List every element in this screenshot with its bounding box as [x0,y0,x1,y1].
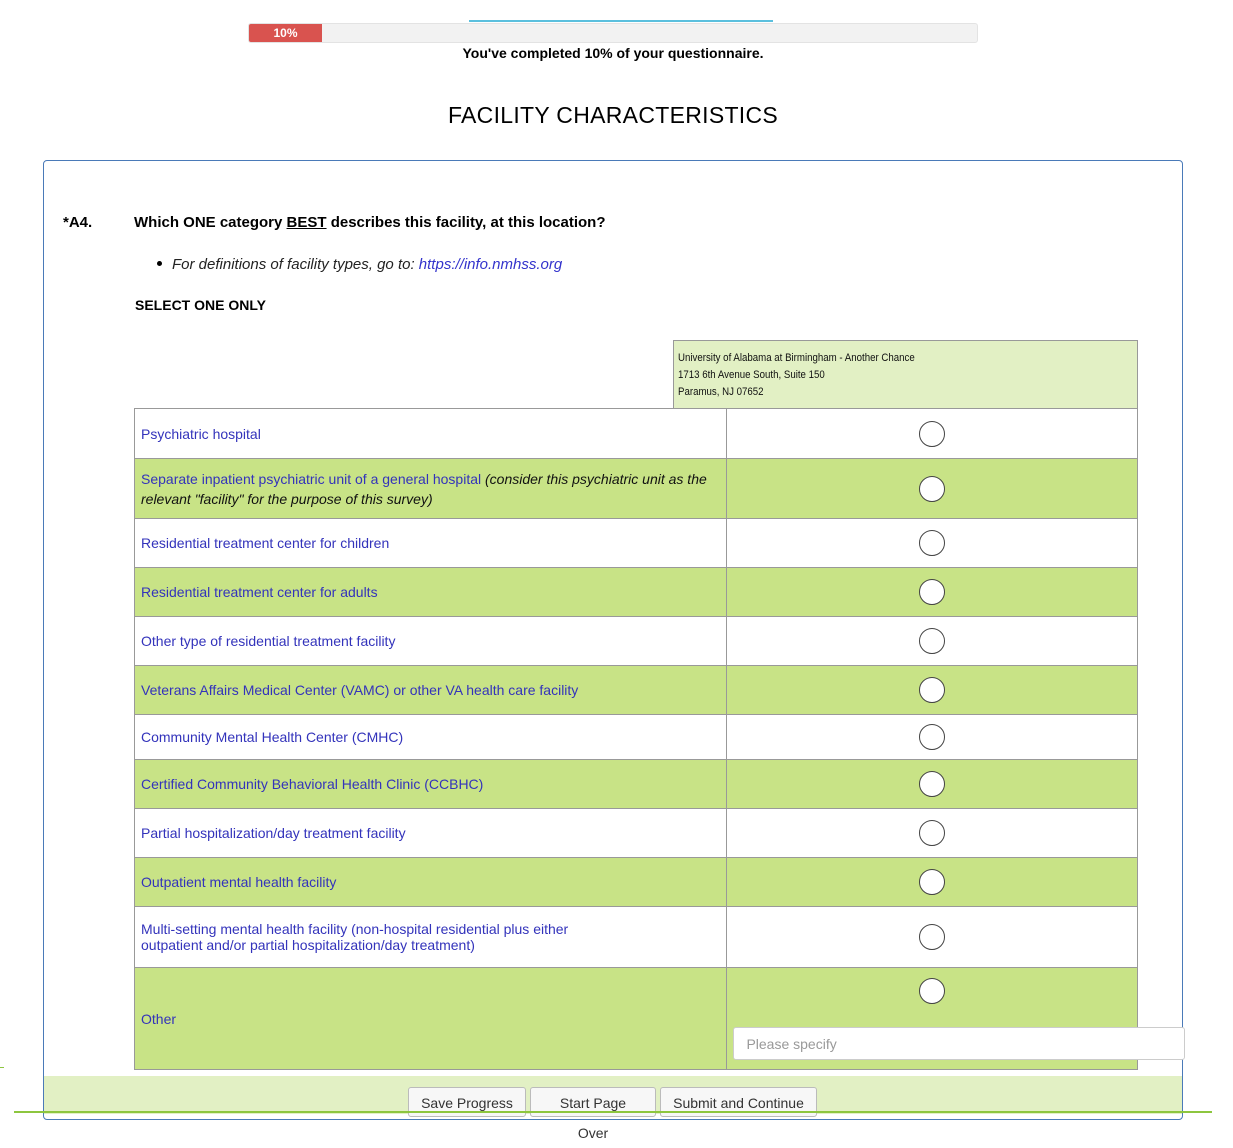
option-row-outpatient [135,858,1138,907]
radio-ccbhc[interactable] [919,771,945,797]
radio-inpatient-unit[interactable] [919,476,945,502]
facility-street: 1713 6th Avenue South, Suite 150 [678,369,825,381]
radio-other-residential[interactable] [919,628,945,654]
option-row-multi-setting [135,907,1138,968]
progress-top-accent [469,20,773,22]
radio-psychiatric-hospital[interactable] [919,421,945,447]
left-edge-mark [0,1067,4,1068]
option-row-other [135,968,1138,1070]
radio-other[interactable] [919,978,945,1004]
definitions-text: For definitions of facility types, go to: [172,256,419,273]
progress-bar [248,23,978,43]
question-text-post: describes this facility, at this location? [326,214,606,231]
option-label[interactable]: Outpatient mental health facility [135,858,727,907]
bottom-divider [14,1111,1212,1113]
start-page-over-button[interactable]: Start Page Over [530,1087,656,1117]
option-row-partial-hospitalization [135,809,1138,858]
facility-name: University of Alabama at Birmingham - Another Chance [678,352,915,364]
radio-cmhc[interactable] [919,724,945,750]
radio-residential-children[interactable] [919,530,945,556]
option-row-cmhc [135,715,1138,760]
radio-partial-hospitalization[interactable] [919,820,945,846]
option-row-psychiatric-hospital [135,409,1138,459]
definitions-note [157,256,562,273]
option-label[interactable]: Community Mental Health Center (CMHC) [135,715,727,760]
page-title: FACILITY CHARACTERISTICS [447,102,779,128]
option-label[interactable]: Residential treatment center for adults [135,568,727,617]
bullet-icon [157,261,162,266]
question-number: *A4. [63,214,93,231]
option-row-inpatient-unit [135,459,1138,519]
options-table [134,408,1138,1070]
facility-city: Paramus, NJ 07652 [678,386,764,398]
other-specify-input[interactable] [733,1027,1185,1060]
option-row-residential-adults [135,568,1138,617]
radio-residential-adults[interactable] [919,579,945,605]
save-progress-button[interactable]: Save Progress [408,1087,526,1117]
option-row-vamc [135,666,1138,715]
definitions-link[interactable]: https://info.nmhss.org [418,256,563,273]
option-label[interactable]: Partial hospitalization/day treatment facility [135,809,727,858]
radio-outpatient[interactable] [919,869,945,895]
facility-address-header [673,340,1138,409]
option-label-text[interactable]: Separate inpatient psychiatric unit of a general hospital [141,470,482,487]
option-label[interactable]: Veterans Affairs Medical Center (VAMC) or other VA health care facility [135,666,727,715]
select-instruction: SELECT ONE ONLY [135,297,266,313]
option-label[interactable]: Multi-setting mental health facility (non-hospital residential plus either outpatient and/or partial hospitalization/day treatment) [135,907,727,968]
progress-text: You've completed 10% of your questionnaire. [462,45,764,61]
question-text-emphasis: BEST [286,214,327,231]
option-label[interactable]: Psychiatric hospital [135,409,727,459]
option-row-other-residential [135,617,1138,666]
option-label[interactable]: Certified Community Behavioral Health Clinic (CCBHC) [135,760,727,809]
option-row-ccbhc [135,760,1138,809]
option-row-residential-children [135,519,1138,568]
option-label[interactable] [135,459,727,519]
progress-bar-fill: 10% [249,24,322,42]
radio-vamc[interactable] [919,677,945,703]
radio-multi-setting[interactable] [919,924,945,950]
option-label[interactable]: Other type of residential treatment facility [135,617,727,666]
option-note: (consider this psychiatric unit as the relevant "facility" for the purpose of this survey) [141,470,707,507]
submit-continue-button[interactable]: Submit and Continue [660,1087,817,1117]
question-text-pre: Which ONE category [134,214,287,231]
question-text [134,214,606,231]
option-label[interactable]: Other [135,968,727,1070]
option-label[interactable]: Residential treatment center for children [135,519,727,568]
